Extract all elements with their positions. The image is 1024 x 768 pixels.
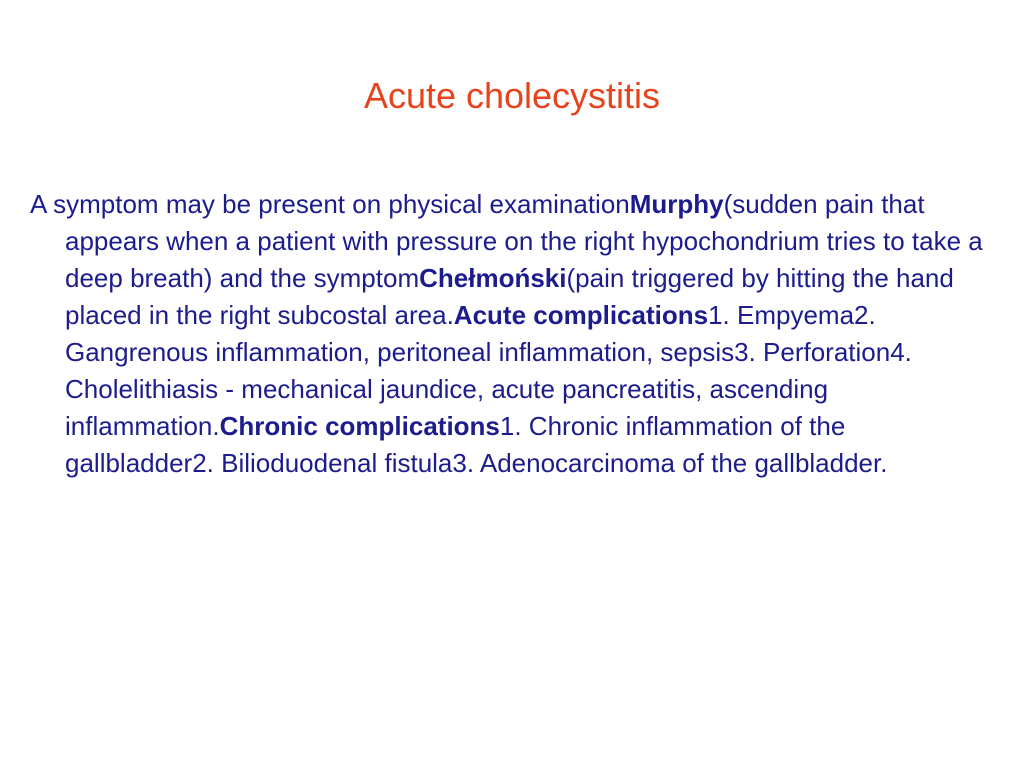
slide-title: Acute cholecystitis	[363, 75, 661, 116]
intro-text: A symptom may be present on physical examination	[30, 189, 630, 219]
murphy-term: Murphy	[629, 189, 724, 219]
chelmonski-term: Chełmoński	[419, 263, 567, 293]
chelmonski-description: (pain triggered by hitting the hand placed in the right subcostal area.	[65, 263, 954, 330]
acute-complications-heading: Acute complications	[453, 300, 709, 330]
acute-complications-list: 1. Empyema2. Gangrenous inflammation, peritoneal inflammation, sepsis3. Perforation4. Cholelithiasis - mechanical jaundice, acute pancreatitis, ascending inflammation.	[65, 300, 912, 441]
slide-body-paragraph	[30, 186, 995, 482]
chronic-complications-heading: Chronic complications	[219, 411, 500, 441]
chronic-complications-list: 1. Chronic inflammation of the gallbladder2. Bilioduodenal fistula3. Adenocarcinoma of the gallbladder.	[65, 411, 888, 478]
murphy-description: (sudden pain that appears when a patient with pressure on the right hypochondrium tries to take a deep breath) and the symptom	[65, 189, 983, 293]
